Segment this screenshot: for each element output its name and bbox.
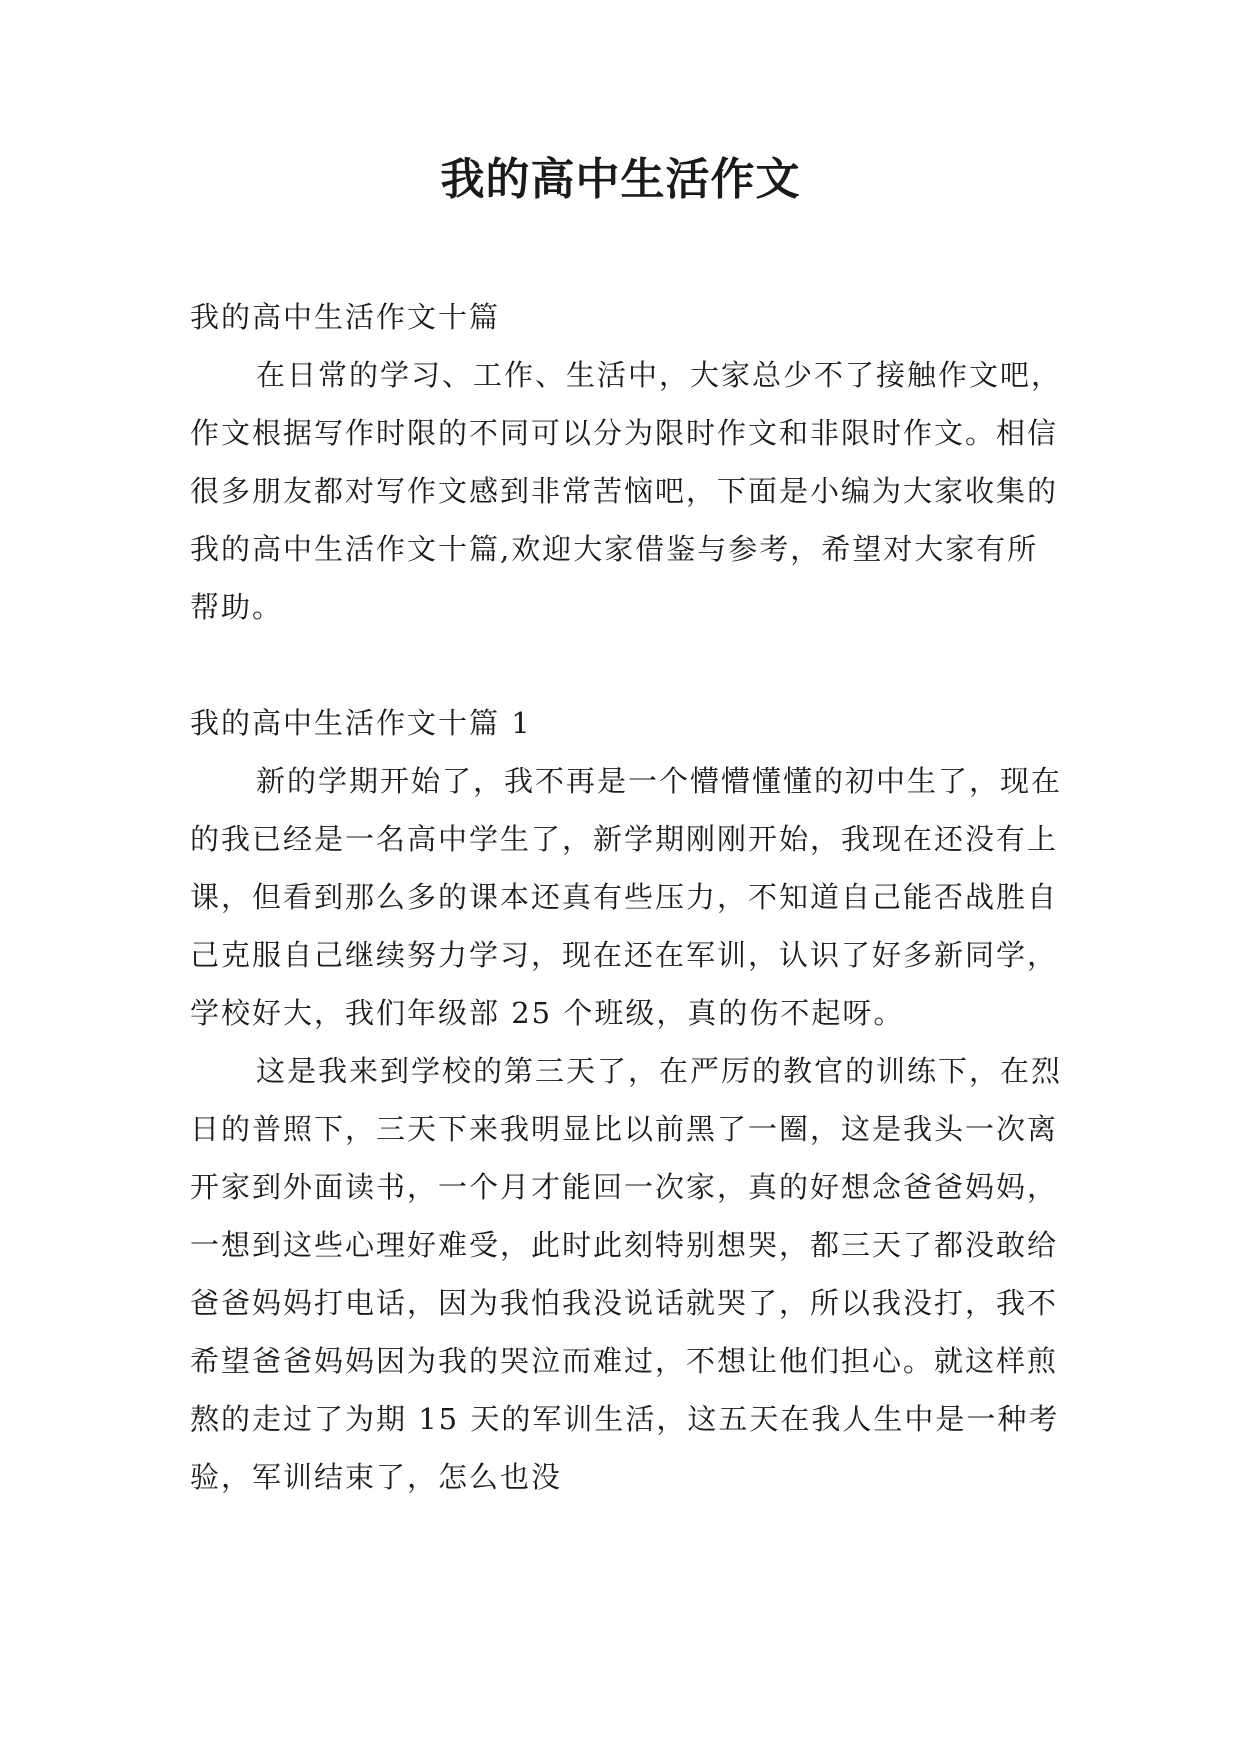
section-1-heading: 我的高中生活作文十篇 1 [190,706,532,740]
intro-paragraph: 在日常的学习、工作、生活中，大家总少不了接触作文吧，作文根据写作时限的不同可以分为限时作文和非限时作文。相信很多朋友都对写作文感到非常苦恼吧，下面是小编为大家收集的我的高中生活作文十篇,欢迎大家借鉴与参考，希望对大家有所帮助。 [190,358,1063,624]
document-body [190,288,1062,1506]
document-title: 我的高中生活作文 [440,154,801,205]
intro-heading: 我的高中生活作文十篇 [190,300,501,334]
section-1-paragraph-1: 新的学期开始了，我不再是一个懵懵懂懂的初中生了，现在的我已经是一名高中学生了，新学期刚刚开始，我现在还没有上课，但看到那么多的课本还真有些压力，不知道自己能否战胜自己克服自己继续努力学习，现在还在军训，认识了好多新同学，学校好大，我们年级部 25 个班级，真的伤不起呀。 [190,764,1063,1030]
section-1-paragraph-2: 这是我来到学校的第三天了，在严厉的教官的训练下，在烈日的普照下，三天下来我明显比以前黑了一圈，这是我头一次离开家到外面读书，一个月才能回一次家，真的好想念爸爸妈妈，一想到这些心理好难受，此时此刻特别想哭，都三天了都没敢给爸爸妈妈打电话，因为我怕我没说话就哭了，所以我没打，我不希望爸爸妈妈因为我的哭泣而难过，不想让他们担心。就这样煎熬的走过了为期 15 天的军训生活，这五天在我人生中是一种考验，军训结束了，怎么也没 [190,1054,1063,1494]
section-spacer [190,636,1062,694]
